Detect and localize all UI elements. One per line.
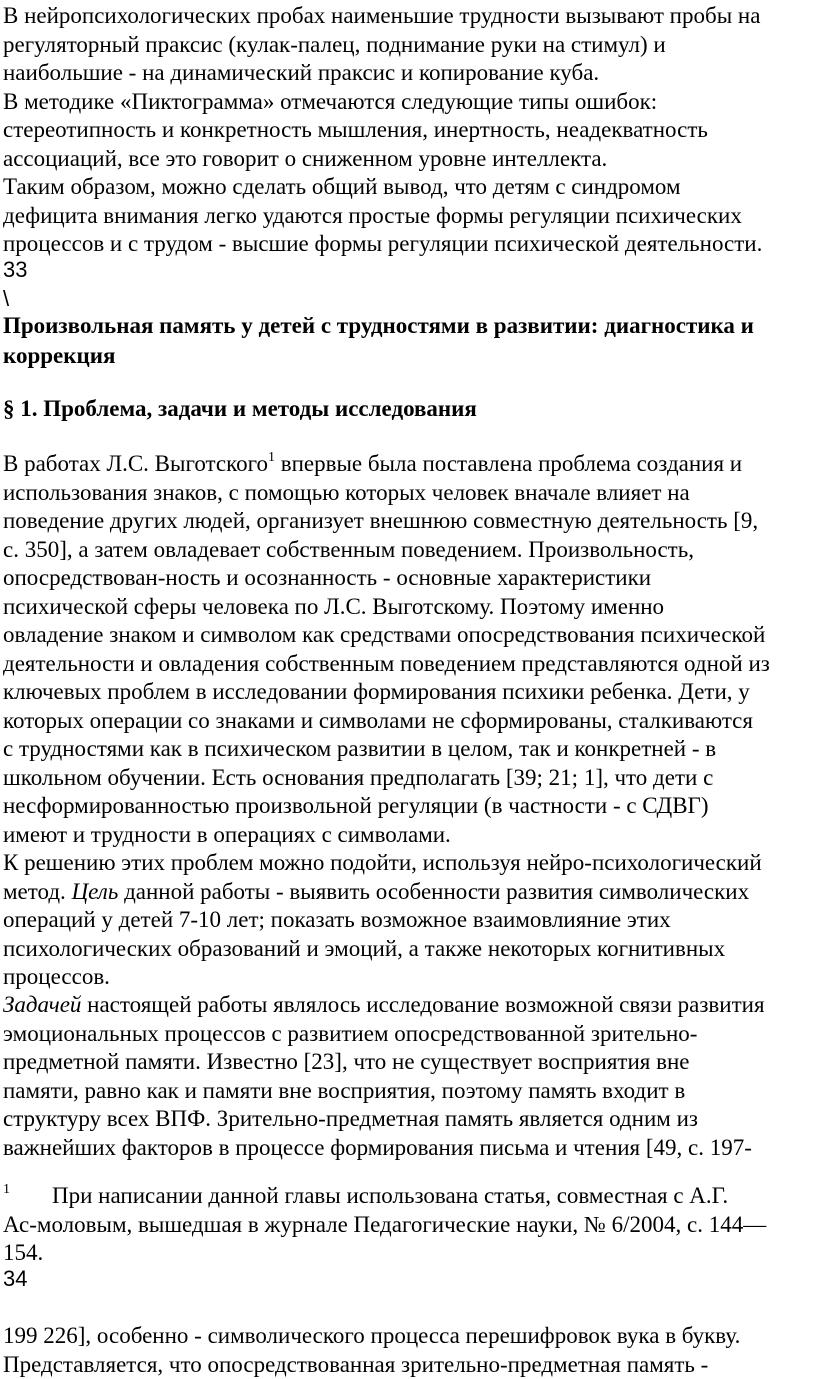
text-line: наибольшие - на динамический праксис и копирование куба.	[3, 59, 815, 88]
text-line: предметной памяти. Известно [23], что не существует восприятия вне	[3, 1048, 815, 1077]
paragraph-goal	[3, 849, 815, 992]
text-line	[3, 991, 815, 1020]
text-line: стереотипность и конкретность мышления, инертность, неадекватность	[3, 116, 815, 145]
text-line: Таким образом, можно сделать общий вывод, что детям с синдромом	[3, 173, 815, 202]
footnote-mark: 1	[3, 1182, 10, 1197]
stray-mark: \	[3, 286, 9, 312]
text-line: В нейропсихологических пробах наименьшие трудности вызывают пробы на	[3, 2, 815, 31]
section-title: § 1. Проблема, задачи и методы исследования	[3, 394, 477, 424]
italic-term: Задачей	[3, 992, 81, 1017]
text-run: настоящей работы являлось исследование возможной связи развития	[81, 992, 764, 1017]
text-line: с. 350], а затем овладевает собственным поведением. Произвольность,	[3, 536, 815, 565]
text-line: эмоциональных процессов с развитием опосредствованной зрительно-	[3, 1020, 815, 1049]
text-line: использования знаков, с помощью которых человек вначале влияет на	[3, 479, 815, 508]
text-line: операций у детей 7-10 лет; показать возможное взаимовлияние этих	[3, 906, 815, 935]
text-line: имеют и трудности в операциях с символами.	[3, 821, 815, 850]
paragraph-praxis-conclusion	[3, 2, 815, 259]
text-line: К решению этих проблем можно подойти, используя нейро-психологический	[3, 849, 815, 878]
text-run: При написании данной главы использована статья, совместная с А.Г.	[52, 1183, 728, 1208]
text-line: опосредствован-ность и осознанность - основные характеристики	[3, 564, 815, 593]
text-line: овладение знаком и символом как средствами опосредствования психической	[3, 621, 815, 650]
text-run: В работах Л.С. Выготского	[3, 451, 268, 476]
text-run: впервые была поставлена проблема создания и	[275, 451, 742, 476]
text-line: регуляторный праксис (кулак-палец, поднимание руки на стимул) и	[3, 31, 815, 60]
footnote-line	[3, 1182, 815, 1211]
text-line: психической сферы человека по Л.С. Выготскому. Поэтому именно	[3, 593, 815, 622]
text-line: Представляется, что опосредствованная зрительно-предметная память -	[3, 1351, 815, 1379]
page-number-bottom: 34	[3, 1266, 27, 1292]
chapter-title-line: коррекция	[3, 341, 754, 371]
text-line: которых операции со знаками и символами не сформированы, сталкиваются	[3, 707, 815, 736]
text-line	[3, 878, 815, 907]
text-line: структуру всех ВПФ. Зрительно-предметная память является одним из	[3, 1105, 815, 1134]
text-line: поведение других людей, организует внешнюю совместную деятельность [9,	[3, 507, 815, 536]
footnote	[3, 1182, 815, 1268]
page-number-top: 33	[3, 257, 27, 283]
chapter-title-line: Произвольная память у детей с трудностями в развитии: диагностика и	[3, 311, 754, 341]
text-line: памяти, равно как и памяти вне восприятия, поэтому память входит в	[3, 1077, 815, 1106]
text-line: процессов.	[3, 963, 815, 992]
chapter-title	[3, 311, 754, 371]
footnote-ref: 1	[268, 450, 275, 465]
text-run: данной работы - выявить особенности развития символических	[118, 879, 749, 904]
text-line: психологических образований и эмоций, а также некоторых когнитивных	[3, 935, 815, 964]
text-line: ассоциаций, все это говорит о сниженном уровне интеллекта.	[3, 145, 815, 174]
text-line: В методике «Пиктограмма» отмечаются следующие типы ошибок:	[3, 88, 815, 117]
paragraph-vygotsky	[3, 450, 815, 849]
text-line: деятельности и овладения собственным поведением представляются одной из	[3, 650, 815, 679]
text-line: школьном обучении. Есть основания предполагать [39; 21; 1], что дети с	[3, 764, 815, 793]
text-line: ключевых проблем в исследовании формирования психики ребенка. Дети, у	[3, 678, 815, 707]
text-line: 199 226], особенно - символического процесса перешифровок вука в букву.	[3, 1322, 815, 1351]
text-run: метод.	[3, 879, 72, 904]
footnote-line: Ас-моловым, вышедшая в журнале Педагогические науки, № 6/2004, с. 144—	[3, 1211, 815, 1240]
paragraph-task	[3, 991, 815, 1162]
text-line: с трудностями как в психическом развитии в целом, так и конкретней - в	[3, 735, 815, 764]
text-line: важнейших факторов в процессе формирования письма и чтения [49, с. 197-	[3, 1134, 815, 1163]
text-line: процессов и с трудом - высшие формы регуляции психической деятельности.	[3, 230, 815, 259]
text-line: несформированностью произвольной регуляции (в частности - с СДВГ)	[3, 792, 815, 821]
italic-term: Цель	[72, 879, 119, 904]
paragraph-continuation	[3, 1322, 815, 1379]
text-line: дефицита внимания легко удаются простые формы регуляции психических	[3, 202, 815, 231]
text-line	[3, 450, 815, 479]
footnote-line: 154.	[3, 1239, 815, 1268]
